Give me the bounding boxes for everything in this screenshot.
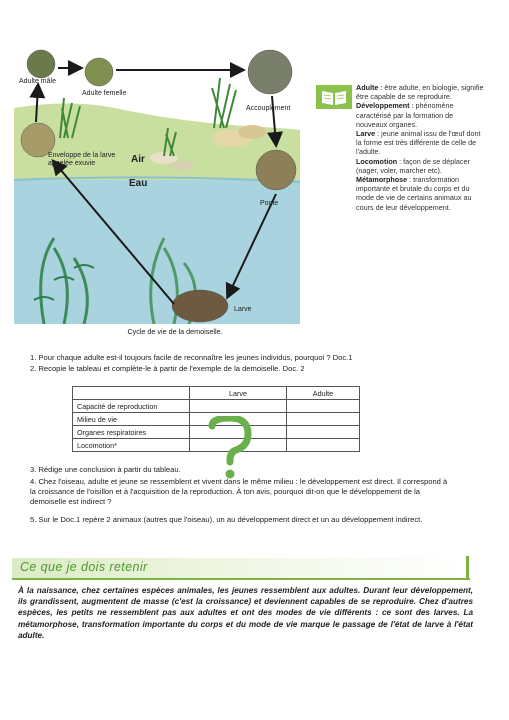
table-cell bbox=[287, 400, 360, 413]
retenir-banner-edge bbox=[466, 556, 469, 578]
glossary-definition: : façon de se déplacer (nager, voler, marcher etc). bbox=[356, 156, 470, 175]
glossary-entry-metamorphose bbox=[356, 175, 486, 212]
question-1: 1. Pour chaque adulte est-il toujours facile de reconnaître les jeunes individus, pourquoi ? Doc.1 bbox=[30, 353, 353, 362]
question-4: 4. Chez l'oiseau, adulte et jeune se ressemblent et vivent dans le même milieu : le développement est direct. Il correspond à la croissance de l'oisillon et à l'acquisition de la reproduction. À ton avis, pourquoi dit-on que le développement de la demoiselle est indirect ? bbox=[30, 477, 448, 506]
retenir-summary: À la naissance, chez certaines espèces animales, les jeunes ressemblent aux adultes. Durant leur développement, ils grandissent, augmentent de masse (c'est la croissance) et deviennent capables de se reproduire. Chez d'autres espèces, les petits ne ressemblent pas aux adultes et ont des modes de vie différents : ce sont des larves. La métamorphose, transformation importante du corps et du mode de vie marque le passage de l'état de larve à l'état adulte. bbox=[18, 586, 473, 640]
glossary-definition: : phénomène caractérisé par la formation de nouveaux organes. bbox=[356, 101, 454, 129]
table-cell bbox=[190, 400, 287, 413]
label-accouplement: Accouplement bbox=[246, 105, 291, 112]
glossary-term: Larve bbox=[356, 129, 376, 139]
glossary-definition: : jeune animal issu de l'œuf dont la forme est très différente de celle de l'adulte. bbox=[356, 129, 481, 157]
label-adulte-femelle: Adulte femelle bbox=[82, 90, 127, 97]
table-header-cell bbox=[73, 387, 190, 400]
table-cell: Milieu de vie bbox=[73, 413, 190, 426]
table-cell: Locomotion* bbox=[73, 439, 190, 452]
label-larve: Larve bbox=[234, 306, 252, 313]
table-header-cell: Adulte bbox=[287, 387, 360, 400]
table-header-row bbox=[73, 387, 360, 400]
glossary-entry-larve bbox=[356, 129, 486, 157]
glossary-definition: : transformation importante et brutale du corps et du mode de vie de certains animaux au cours de leur développement. bbox=[356, 175, 472, 212]
glossary-term: Métamorphose bbox=[356, 175, 408, 185]
book-icon bbox=[316, 85, 352, 109]
glossary-entry-developpement bbox=[356, 101, 486, 129]
label-enveloppe: Enveloppe de la larve appelée exuvie bbox=[48, 152, 116, 167]
life-cycle-figure bbox=[14, 48, 300, 324]
table-row bbox=[73, 400, 360, 413]
glossary-definition: : être adulte, en biologie, signifie être capable de se reproduire. bbox=[356, 83, 484, 102]
label-adulte-male: Adulte mâle bbox=[19, 78, 56, 85]
label-eau: Eau bbox=[129, 178, 148, 189]
question-3: 3. Rédige une conclusion à partir du tableau. bbox=[30, 465, 181, 474]
glossary-term: Locomotion bbox=[356, 156, 398, 166]
label-ponte: Ponte bbox=[260, 200, 279, 207]
glossary bbox=[356, 83, 486, 212]
glossary-entry-adulte bbox=[356, 83, 486, 101]
label-air: Air bbox=[131, 154, 145, 165]
glossary-term: Adulte bbox=[356, 83, 379, 92]
table-cell: Organes respiratoires bbox=[73, 426, 190, 439]
question-5: 5. Sur le Doc.1 repère 2 animaux (autres que l'oiseau), un au développement direct et un au développement indirect. bbox=[30, 515, 423, 524]
table-cell bbox=[287, 439, 360, 452]
question-2: 2. Recopie le tableau et complète-le à partir de l'exemple de la demoiselle. Doc. 2 bbox=[30, 364, 305, 373]
life-cycle-illustration bbox=[14, 48, 300, 324]
table-cell: Capacité de reproduction bbox=[73, 400, 190, 413]
glossary-term: Développement bbox=[356, 101, 410, 111]
table-header-cell: Larve bbox=[190, 387, 287, 400]
retenir-title: Ce que je dois retenir bbox=[20, 560, 148, 574]
figure-caption: Cycle de vie de la demoiselle. bbox=[127, 327, 223, 336]
table-cell bbox=[287, 426, 360, 439]
glossary-entry-locomotion bbox=[356, 157, 486, 175]
table-cell bbox=[287, 413, 360, 426]
